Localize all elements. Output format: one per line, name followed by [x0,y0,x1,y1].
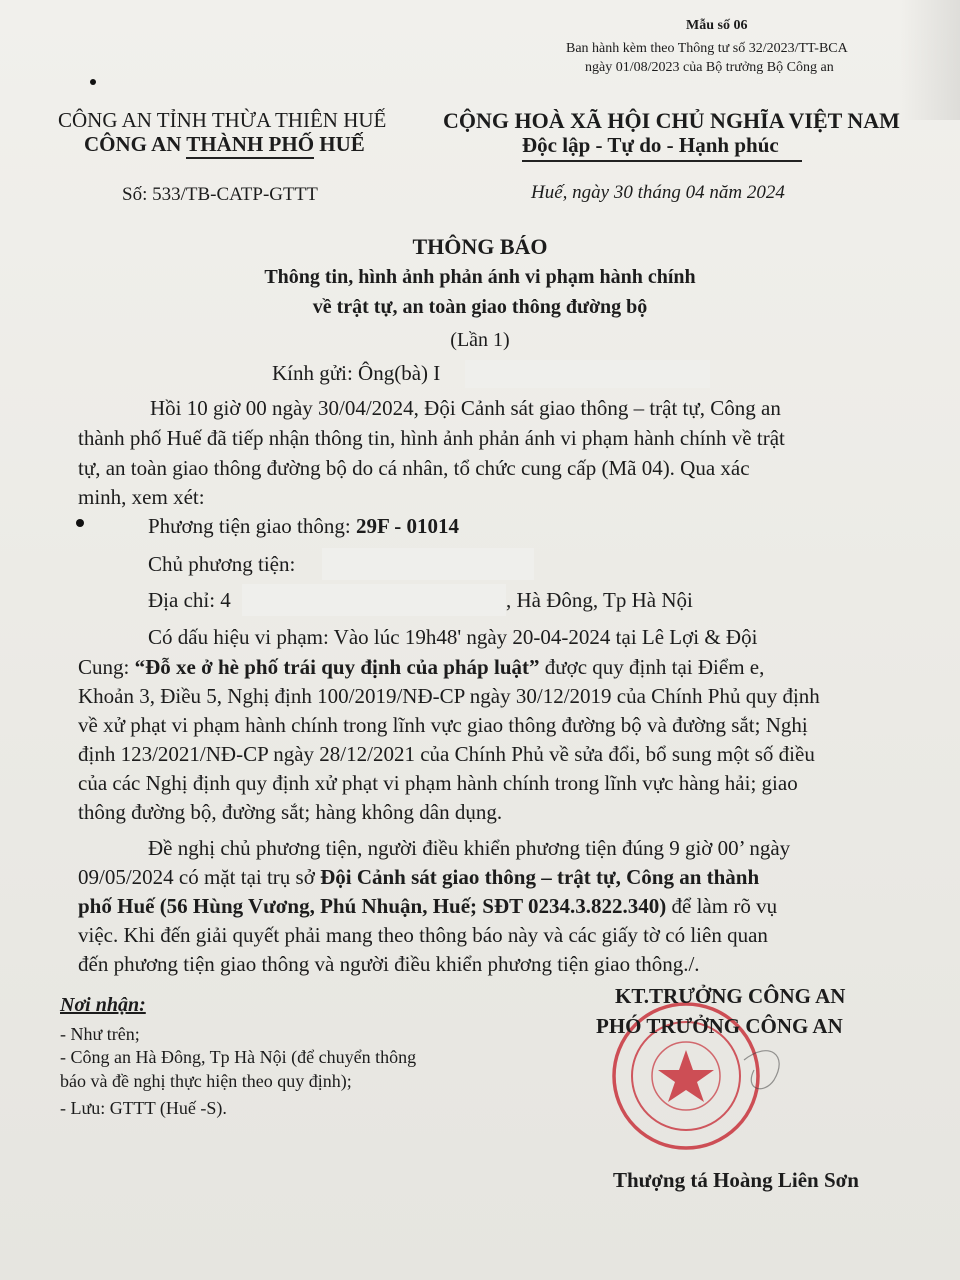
vehicle-label: Phương tiện giao thông: [148,514,356,538]
intro-line-3: tự, an toàn giao thông đường bộ do cá nhân, tổ chức cung cấp (Mã 04). Qua xác [78,456,750,480]
intro-line-2: thành phố Huế đã tiếp nhận thông tin, hình ảnh phản ánh vi phạm hành chính về trật [78,426,785,450]
motto [522,133,779,158]
violation-line-1: Có dấu hiệu vi phạm: Vào lúc 19h48' ngày 20-04-2024 tại Lê Lợi & Đội [148,625,758,649]
recipient-item: - Lưu: GTTT (Huế -S). [60,1098,227,1118]
owner-label: Chủ phương tiện: [148,552,296,576]
signature-title-1: KT.TRƯỞNG CÔNG AN [615,984,846,1008]
violation-line-3: Khoản 3, Điều 5, Nghị định 100/2019/NĐ-CP ngày 30/12/2019 của Chính Phủ quy định [78,684,820,708]
document-subtitle-1: Thông tin, hình ảnh phản ánh vi phạm hành chính [264,266,696,288]
motto-text: Độc lập - Tự do - Hạnh phúc [522,133,779,157]
addressee: Kính gửi: Ông(bà) I [272,361,441,385]
punch-mark [90,79,96,85]
violation-line-5: định 123/2021/NĐ-CP ngày 28/12/2021 của Chính Phủ về sửa đổi, bổ sung một số điều [78,742,815,766]
recipient-item: - Công an Hà Đông, Tp Hà Nội (để chuyển thông [60,1047,417,1067]
request-line-4: việc. Khi đến giải quyết phải mang theo thông báo này và các giấy tờ có liên quan [78,923,768,947]
recipient-item: - Như trên; [60,1024,140,1044]
signer-name: Thượng tá Hoàng Liên Sơn [613,1168,859,1192]
intro-line-4: minh, xem xét: [78,485,205,509]
agency-parent: CÔNG AN TỈNH THỪA THIÊN HUẾ [58,108,387,132]
vehicle-plate: 29F - 01014 [355,514,460,538]
document-number: Số: 533/TB-CATP-GTTT [122,184,318,205]
attempt-number: (Lần 1) [450,329,510,351]
bullet-mark [76,519,84,527]
violation-prefix: Cung: [78,655,135,679]
request-line-2-text: 09/05/2024 có mặt tại trụ sở [78,865,321,889]
agency-name [84,132,365,157]
request-line-3 [78,894,777,919]
place-date: Huế, ngày 30 tháng 04 năm 2024 [531,182,785,203]
agency-underline [186,157,314,159]
violation-quote: “Đỗ xe ở hè phố trái quy định của pháp luật” [134,655,540,679]
address-label: Địa chỉ: 4 [148,588,231,612]
intro-line-1: Hồi 10 giờ 00 ngày 30/04/2024, Đội Cảnh sát giao thông – trật tự, Công an [150,396,781,420]
signature-title-2: PHÓ TRƯỞNG CÔNG AN [596,1014,843,1038]
recipient-item: báo và đề nghị thực hiện theo quy định); [60,1071,352,1091]
agency-name-text: CÔNG AN THÀNH PHỐ HUẾ [84,132,365,156]
owner-line [148,552,295,577]
document-subtitle-2: về trật tự, an toàn giao thông đường bộ [312,296,648,318]
violation-line-7: thông đường bộ, đường sắt; hàng không dân dụng. [78,800,503,824]
address-tail: , Hà Đông, Tp Hà Nội [506,588,693,612]
recipients-heading: Nơi nhận: [60,994,146,1016]
violation-line-6: của các Nghị định quy định xử phạt vi phạm hành chính trong lĩnh vực hàng hải; giao [78,771,798,795]
request-line-1: Đề nghị chủ phương tiện, người điều khiển phương tiện đúng 9 giờ 00’ ngày [148,836,791,860]
form-issued-line: Ban hành kèm theo Thông tư số 32/2023/TT-BCA [566,41,848,56]
form-date-line: ngày 01/08/2023 của Bộ trưởng Bộ Công an [585,60,834,75]
request-line-3-tail: để làm rõ vụ [666,894,778,918]
violation-line-2 [78,655,764,680]
request-address: phố Huế (56 Hùng Vương, Phú Nhuận, Huế; SĐT 0234.3.822.340) [78,894,667,918]
redacted-name [465,360,710,388]
form-number: Mẫu số 06 [686,18,748,33]
violation-line-4: về xử phạt vi phạm hành chính trong lĩnh vực giao thông đường bộ và đường sắt; Nghị [78,713,808,737]
vehicle-line [148,514,459,539]
document-title: THÔNG BÁO [412,234,548,259]
request-line-2 [78,865,759,890]
redacted-address [242,584,506,616]
redacted-owner [322,548,534,580]
nation-title: CỘNG HOÀ XÃ HỘI CHỦ NGHĨA VIỆT NAM [443,108,900,133]
violation-suffix: được quy định tại Điểm e, [539,655,765,679]
request-office: Đội Cảnh sát giao thông – trật tự, Công an thành [320,865,760,889]
motto-underline [522,160,802,162]
request-line-5: đến phương tiện giao thông và người điều khiển phương tiện giao thông./. [78,952,700,976]
page-shadow [900,0,960,120]
